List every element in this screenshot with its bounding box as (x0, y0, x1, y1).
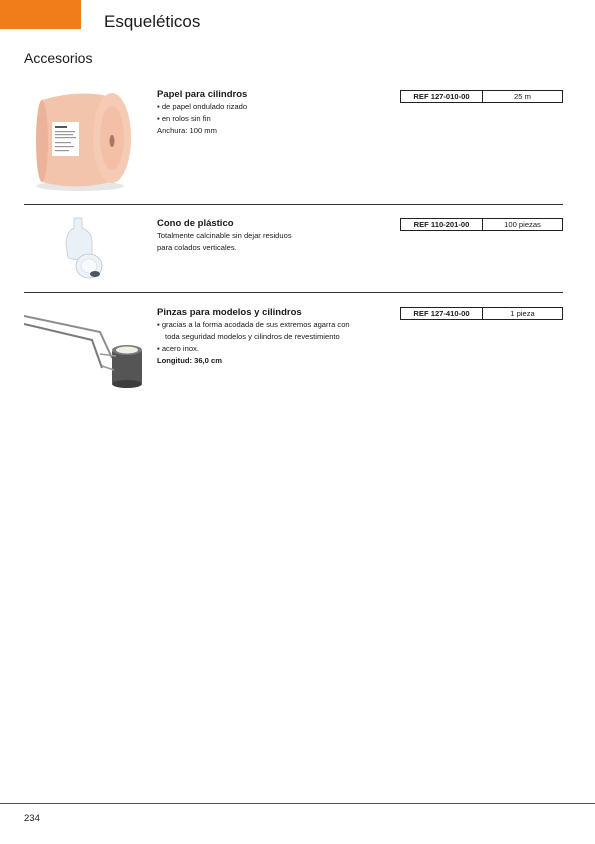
product-name: Pinzas para modelos y cilindros (157, 307, 302, 318)
page-number: 234 (24, 813, 40, 824)
ref-table (400, 90, 563, 103)
description-line: Totalmente calcinable sin dejar residuos (157, 231, 292, 240)
quantity: 1 pieza (510, 309, 535, 318)
description-line: ▪ de papel ondulado rizado (157, 101, 397, 113)
footer-divider (0, 803, 595, 804)
quantity: 100 piezas (504, 220, 541, 229)
product-description (157, 319, 397, 367)
plastic-cone-image (62, 216, 106, 280)
product-description (157, 101, 397, 137)
ref-table (400, 307, 563, 320)
product-name: Cono de plástico (157, 218, 234, 229)
product-plastic-cone (24, 216, 563, 282)
description-line: ▪ acero inox. (157, 343, 397, 355)
description-line: ▪ gracias a la forma acodada de sus extremos agarra con (157, 319, 397, 331)
ref-number: REF 110-201-00 (401, 219, 483, 230)
description-line: para colados verticales. (157, 243, 237, 253)
description-line: toda seguridad modelos y cilindros de revestimiento (165, 332, 340, 342)
product-tongs (24, 304, 563, 392)
description-line: Longitud: 36,0 cm (157, 356, 222, 366)
ref-number: REF 127-010-00 (401, 91, 483, 102)
description-line: ▪ en rolos sin fin (157, 113, 397, 125)
section-title: Accesorios (24, 50, 93, 66)
ref-table (400, 218, 563, 231)
divider (24, 292, 563, 293)
description-line: Anchura: 100 mm (157, 126, 217, 136)
tongs-image (24, 312, 148, 388)
chapter-title: Esqueléticos (104, 12, 201, 31)
chapter-tab (0, 0, 81, 29)
divider (24, 204, 563, 205)
quantity: 25 m (514, 92, 531, 101)
product-paper-roll (24, 86, 563, 196)
paper-roll-image (24, 86, 136, 194)
ref-number: REF 127-410-00 (401, 308, 483, 319)
product-description (157, 230, 397, 254)
product-name: Papel para cilindros (157, 89, 248, 100)
